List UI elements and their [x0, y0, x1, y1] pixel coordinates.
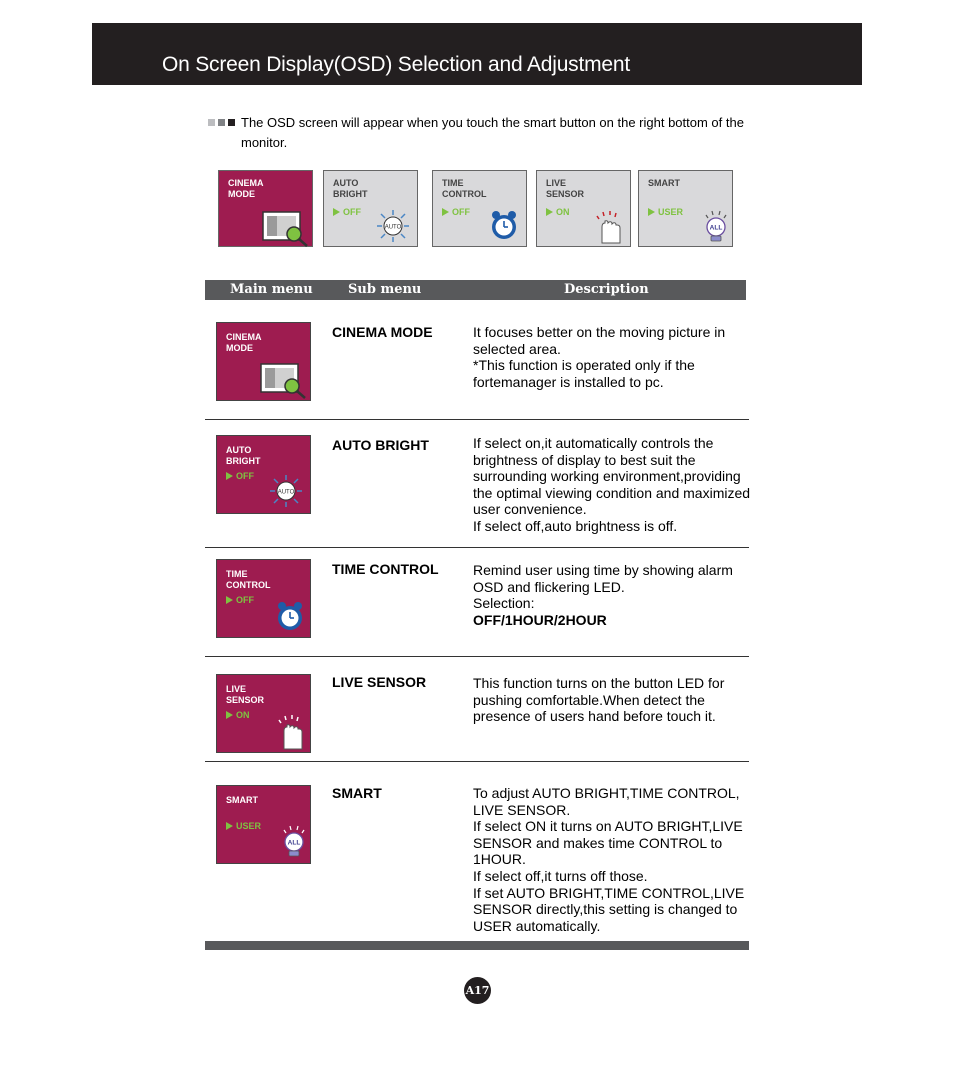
- auto-sun-icon: [376, 209, 410, 243]
- thumb-label: LIVE SENSOR: [226, 684, 265, 705]
- thumb-value: OFF: [226, 471, 254, 481]
- triangle-right-icon: [226, 472, 233, 480]
- selection-options: OFF/1HOUR/2HOUR: [473, 611, 607, 628]
- preview-label: AUTO BRIGHT: [333, 178, 368, 199]
- all-bulb-icon: [279, 824, 309, 860]
- thumb-label: TIME CONTROL: [226, 569, 271, 590]
- preview-value: USER: [648, 207, 683, 217]
- preview-label: SMART: [648, 178, 680, 188]
- hand-touch-icon: [275, 713, 309, 751]
- submenu-auto-bright: AUTO BRIGHT: [332, 437, 429, 453]
- page-header: [92, 23, 862, 85]
- all-icon-text: ALL: [709, 224, 723, 232]
- preview-label: TIME CONTROL: [442, 178, 487, 199]
- thumb-value: OFF: [226, 595, 254, 605]
- thumb-value: USER: [226, 821, 261, 831]
- header-description: Description: [564, 282, 649, 297]
- table-header: [205, 280, 746, 300]
- preview-value: OFF: [442, 207, 470, 217]
- intro-line-1: The OSD screen will appear when you touch the smart button on the right bottom of the: [241, 115, 744, 130]
- preview-value: ON: [546, 207, 570, 217]
- all-icon-text: ALL: [287, 839, 301, 847]
- triangle-right-icon: [226, 596, 233, 604]
- cinema-magnifier-icon: [261, 209, 311, 247]
- description-time-control: Remind user using time by showing alarm OSD and flickering LED. Selection: OFF/1HOUR/2HOUR: [473, 562, 733, 628]
- auto-icon-text: AUTO: [384, 224, 402, 231]
- preview-cinema-mode: [218, 170, 313, 247]
- row-divider: [205, 547, 749, 548]
- triangle-right-icon: [226, 822, 233, 830]
- table-bottom-bar: [205, 941, 749, 950]
- preview-live-sensor: [536, 170, 631, 247]
- triangle-right-icon: [546, 208, 553, 216]
- page-title: On Screen Display(OSD) Selection and Adjustment: [162, 53, 630, 76]
- auto-icon-text: AUTO: [277, 489, 295, 496]
- preview-time-control: [432, 170, 527, 247]
- row-thumb-smart: [216, 785, 311, 864]
- description-smart: To adjust AUTO BRIGHT,TIME CONTROL, LIVE SENSOR. If select ON it turns on AUTO BRIGHT,LIVE SENSOR and makes time CONTROL to 1HOUR. If select off,it turns off those. If set AUTO BRIGHT,TIME CONTROL,LIVE SENSOR directly,this setting is changed to USER automatically.: [473, 785, 745, 934]
- hand-touch-icon: [593, 209, 627, 245]
- alarm-clock-icon: [489, 209, 519, 241]
- all-bulb-icon: [701, 209, 731, 245]
- submenu-cinema-mode: CINEMA MODE: [332, 324, 433, 340]
- description-cinema-mode: It focuses better on the moving picture in selected area. *This function is operated only if the fortemanager is installed to pc.: [473, 324, 726, 390]
- row-thumb-cinema-mode: [216, 322, 311, 401]
- triangle-right-icon: [648, 208, 655, 216]
- preview-auto-bright: [323, 170, 418, 247]
- page-number-badge: A17: [464, 977, 491, 1004]
- thumb-label: SMART: [226, 795, 258, 805]
- alarm-clock-icon: [275, 600, 305, 632]
- row-thumb-time-control: [216, 559, 311, 638]
- row-divider: [205, 419, 749, 420]
- submenu-smart: SMART: [332, 785, 382, 801]
- auto-sun-icon: [269, 474, 303, 508]
- header-main-menu: Main menu: [230, 282, 313, 297]
- row-thumb-auto-bright: [216, 435, 311, 514]
- preview-label: CINEMA MODE: [228, 178, 264, 199]
- submenu-live-sensor: LIVE SENSOR: [332, 674, 427, 690]
- intro-line-2: monitor.: [241, 135, 288, 150]
- preview-label: LIVE SENSOR: [546, 178, 585, 199]
- thumb-value: ON: [226, 710, 250, 720]
- triangle-right-icon: [226, 711, 233, 719]
- row-divider: [205, 761, 749, 762]
- bullet-squares-icon: [208, 119, 240, 127]
- intro-paragraph: [208, 113, 768, 153]
- row-thumb-live-sensor: [216, 674, 311, 753]
- description-auto-bright: If select on,it automatically controls the brightness of display to best suit the surrounding working environment,providing the optimal viewing condition and maximized user convenience. If select off,auto brightness is off.: [473, 435, 751, 534]
- header-sub-menu: Sub menu: [348, 282, 422, 297]
- preview-smart: [638, 170, 733, 247]
- description-live-sensor: This function turns on the button LED for pushing comfortable.When detect the presence of users hand before touch it.: [473, 675, 725, 725]
- row-divider: [205, 656, 749, 657]
- triangle-right-icon: [442, 208, 449, 216]
- triangle-right-icon: [333, 208, 340, 216]
- submenu-time-control: TIME CONTROL: [332, 561, 439, 577]
- cinema-magnifier-icon: [259, 361, 309, 399]
- thumb-label: CINEMA MODE: [226, 332, 262, 353]
- thumb-label: AUTO BRIGHT: [226, 445, 261, 466]
- preview-value: OFF: [333, 207, 361, 217]
